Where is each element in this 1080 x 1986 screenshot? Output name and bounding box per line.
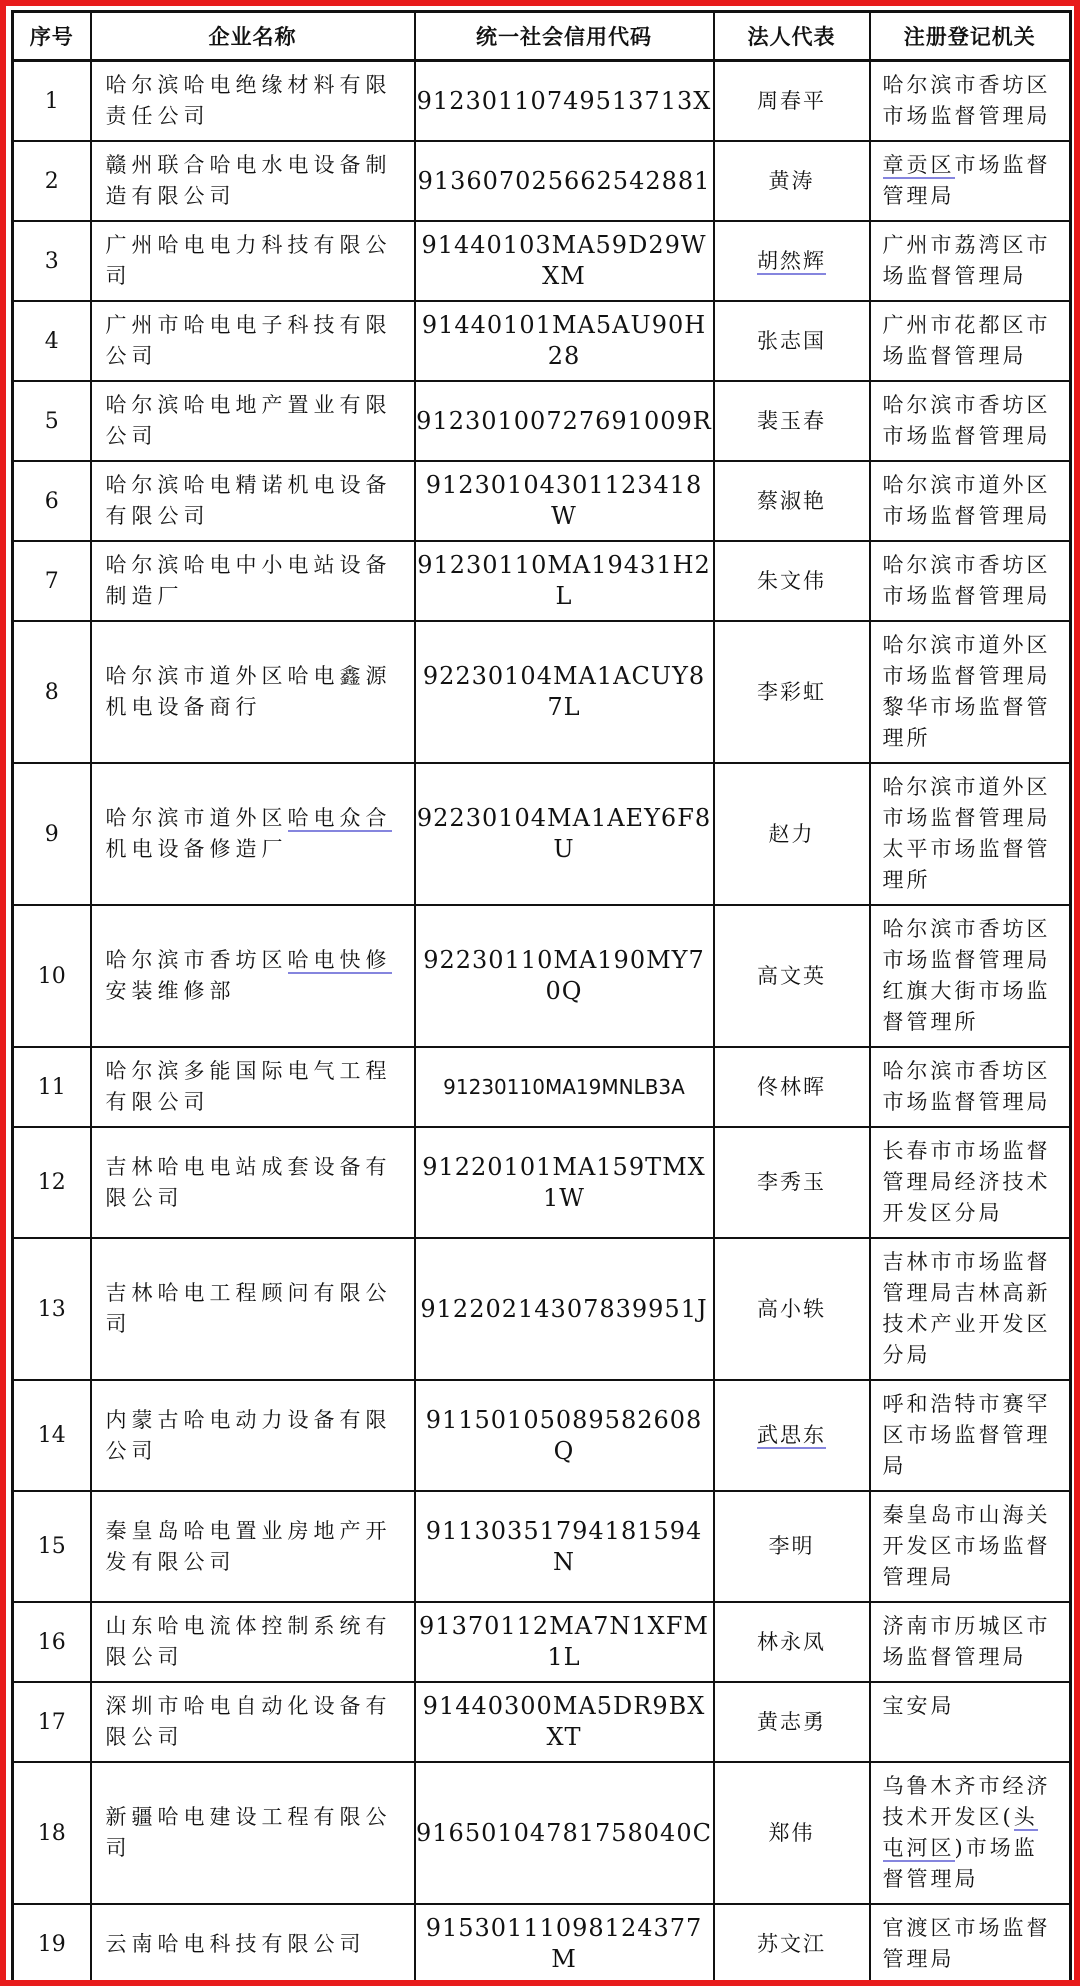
cell-company-name: 哈尔滨哈电中小电站设备制造厂 [91, 541, 415, 621]
cell-company-name: 云南哈电科技有限公司 [91, 1904, 415, 1985]
cell-company-name: 哈尔滨市道外区哈电众合机电设备修造厂 [91, 763, 415, 905]
cell-serial: 10 [13, 905, 91, 1047]
table-row [13, 1904, 1071, 1985]
cell-registration-authority: 呼和浩特市赛罕区市场监督管理局 [870, 1380, 1071, 1491]
table-row [13, 461, 1071, 541]
cell-credit-code: 91370112MA7N1XFM1L [415, 1602, 714, 1682]
table-row [13, 1762, 1071, 1904]
cell-credit-code: 92230110MA190MY70Q [415, 905, 714, 1047]
cell-legal-rep: 黄志勇 [714, 1682, 870, 1762]
cell-company-name: 哈尔滨哈电精诺机电设备有限公司 [91, 461, 415, 541]
cell-legal-rep: 赵力 [714, 763, 870, 905]
header-row [13, 12, 1071, 61]
cell-serial: 19 [13, 1904, 91, 1985]
cell-serial: 4 [13, 301, 91, 381]
cell-company-name: 山东哈电流体控制系统有限公司 [91, 1602, 415, 1682]
cell-registration-authority: 吉林市市场监督管理局吉林高新技术产业开发区分局 [870, 1238, 1071, 1380]
cell-serial: 3 [13, 221, 91, 301]
cell-credit-code: 91440103MA59D29WXM [415, 221, 714, 301]
cell-company-name: 哈尔滨市道外区哈电鑫源机电设备商行 [91, 621, 415, 763]
cell-serial: 14 [13, 1380, 91, 1491]
cell-credit-code: 91230100727691009R [415, 381, 714, 461]
table-row [13, 141, 1071, 221]
cell-credit-code: 91650104781758040C [415, 1762, 714, 1904]
cell-credit-code: 913607025662542881 [415, 141, 714, 221]
table-row [13, 1047, 1071, 1127]
cell-legal-rep: 张志国 [714, 301, 870, 381]
cell-serial: 17 [13, 1682, 91, 1762]
column-header-registration-authority: 注册登记机关 [870, 12, 1071, 61]
cell-credit-code: 92230104MA1AEY6F8U [415, 763, 714, 905]
cell-registration-authority: 乌鲁木齐市经济技术开发区(头屯河区)市场监督管理局 [870, 1762, 1071, 1904]
cell-serial: 6 [13, 461, 91, 541]
cell-legal-rep: 胡然辉 [714, 221, 870, 301]
cell-legal-rep: 蔡淑艳 [714, 461, 870, 541]
cell-legal-rep: 郑伟 [714, 1762, 870, 1904]
cell-registration-authority: 哈尔滨市香坊区市场监督管理局 [870, 1047, 1071, 1127]
column-header-legal-rep: 法人代表 [714, 12, 870, 61]
cell-serial: 7 [13, 541, 91, 621]
cell-legal-rep: 高文英 [714, 905, 870, 1047]
cell-credit-code: 91150105089582608Q [415, 1380, 714, 1491]
cell-registration-authority: 长春市市场监督管理局经济技术开发区分局 [870, 1127, 1071, 1238]
cell-company-name: 新疆哈电建设工程有限公司 [91, 1762, 415, 1904]
cell-company-name: 赣州联合哈电水电设备制造有限公司 [91, 141, 415, 221]
table-row [13, 301, 1071, 381]
cell-registration-authority: 宝安局 [870, 1682, 1071, 1762]
cell-registration-authority: 章贡区市场监督管理局 [870, 141, 1071, 221]
cell-credit-code: 91530111098124377M [415, 1904, 714, 1985]
cell-registration-authority: 哈尔滨市香坊区市场监督管理局红旗大街市场监督管理所 [870, 905, 1071, 1047]
cell-registration-authority: 官渡区市场监督管理局 [870, 1904, 1071, 1985]
cell-serial: 5 [13, 381, 91, 461]
table-row [13, 381, 1071, 461]
table-row [13, 221, 1071, 301]
company-registry-table [11, 10, 1072, 1986]
cell-legal-rep: 朱文伟 [714, 541, 870, 621]
cell-credit-code: 91440300MA5DR9BXXT [415, 1682, 714, 1762]
cell-company-name: 深圳市哈电自动化设备有限公司 [91, 1682, 415, 1762]
table-row [13, 905, 1071, 1047]
cell-registration-authority: 广州市花都区市场监督管理局 [870, 301, 1071, 381]
cell-serial: 2 [13, 141, 91, 221]
cell-credit-code: 91230110MA19431H2L [415, 541, 714, 621]
cell-registration-authority: 哈尔滨市道外区市场监督管理局太平市场监督管理所 [870, 763, 1071, 905]
column-header-serial: 序号 [13, 12, 91, 61]
cell-company-name: 哈尔滨哈电地产置业有限公司 [91, 381, 415, 461]
cell-legal-rep: 林永凤 [714, 1602, 870, 1682]
cell-registration-authority: 哈尔滨市香坊区市场监督管理局 [870, 381, 1071, 461]
cell-company-name: 内蒙古哈电动力设备有限公司 [91, 1380, 415, 1491]
cell-registration-authority: 哈尔滨市香坊区市场监督管理局 [870, 541, 1071, 621]
cell-serial: 18 [13, 1762, 91, 1904]
cell-serial: 9 [13, 763, 91, 905]
cell-legal-rep: 李明 [714, 1491, 870, 1602]
cell-company-name: 吉林哈电工程顾问有限公司 [91, 1238, 415, 1380]
cell-credit-code: 91230104301123418W [415, 461, 714, 541]
cell-credit-code: 91230110749513713X [415, 61, 714, 142]
cell-credit-code: 91230110MA19MNLB3A [415, 1047, 714, 1127]
cell-company-name: 秦皇岛哈电置业房地产开发有限公司 [91, 1491, 415, 1602]
cell-registration-authority: 哈尔滨市香坊区市场监督管理局 [870, 61, 1071, 142]
cell-company-name: 哈尔滨市香坊区哈电快修安装维修部 [91, 905, 415, 1047]
cell-credit-code: 92230104MA1ACUY87L [415, 621, 714, 763]
cell-legal-rep: 佟林晖 [714, 1047, 870, 1127]
cell-registration-authority: 广州市荔湾区市场监督管理局 [870, 221, 1071, 301]
table-row [13, 1238, 1071, 1380]
table-row [13, 763, 1071, 905]
cell-serial: 13 [13, 1238, 91, 1380]
cell-legal-rep: 李彩虹 [714, 621, 870, 763]
cell-registration-authority: 秦皇岛市山海关开发区市场监督管理局 [870, 1491, 1071, 1602]
cell-company-name: 吉林哈电电站成套设备有限公司 [91, 1127, 415, 1238]
cell-credit-code: 91220101MA159TMX1W [415, 1127, 714, 1238]
table-row [13, 1602, 1071, 1682]
cell-company-name: 哈尔滨哈电绝缘材料有限责任公司 [91, 61, 415, 142]
cell-legal-rep: 李秀玉 [714, 1127, 870, 1238]
table-row [13, 1127, 1071, 1238]
cell-legal-rep: 武思东 [714, 1380, 870, 1491]
column-header-credit-code: 统一社会信用代码 [415, 12, 714, 61]
cell-registration-authority: 哈尔滨市道外区市场监督管理局黎华市场监督管理所 [870, 621, 1071, 763]
column-header-company-name: 企业名称 [91, 12, 415, 61]
cell-legal-rep: 苏文江 [714, 1904, 870, 1985]
cell-serial: 12 [13, 1127, 91, 1238]
table-row [13, 541, 1071, 621]
cell-serial: 15 [13, 1491, 91, 1602]
cell-legal-rep: 黄涛 [714, 141, 870, 221]
cell-credit-code: 91440101MA5AU90H28 [415, 301, 714, 381]
cell-legal-rep: 高小轶 [714, 1238, 870, 1380]
cell-registration-authority: 哈尔滨市道外区市场监督管理局 [870, 461, 1071, 541]
table-row [13, 61, 1071, 142]
cell-company-name: 哈尔滨多能国际电气工程有限公司 [91, 1047, 415, 1127]
table-row [13, 1682, 1071, 1762]
cell-serial: 1 [13, 61, 91, 142]
cell-company-name: 广州市哈电电子科技有限公司 [91, 301, 415, 381]
table-row [13, 621, 1071, 763]
table-row [13, 1491, 1071, 1602]
cell-serial: 16 [13, 1602, 91, 1682]
cell-legal-rep: 裴玉春 [714, 381, 870, 461]
cell-credit-code: 91130351794181594N [415, 1491, 714, 1602]
cell-serial: 11 [13, 1047, 91, 1127]
cell-serial: 8 [13, 621, 91, 763]
table-row [13, 1380, 1071, 1491]
cell-credit-code: 91220214307839951J [415, 1238, 714, 1380]
cell-legal-rep: 周春平 [714, 61, 870, 142]
cell-company-name: 广州哈电电力科技有限公司 [91, 221, 415, 301]
cell-registration-authority: 济南市历城区市场监督管理局 [870, 1602, 1071, 1682]
